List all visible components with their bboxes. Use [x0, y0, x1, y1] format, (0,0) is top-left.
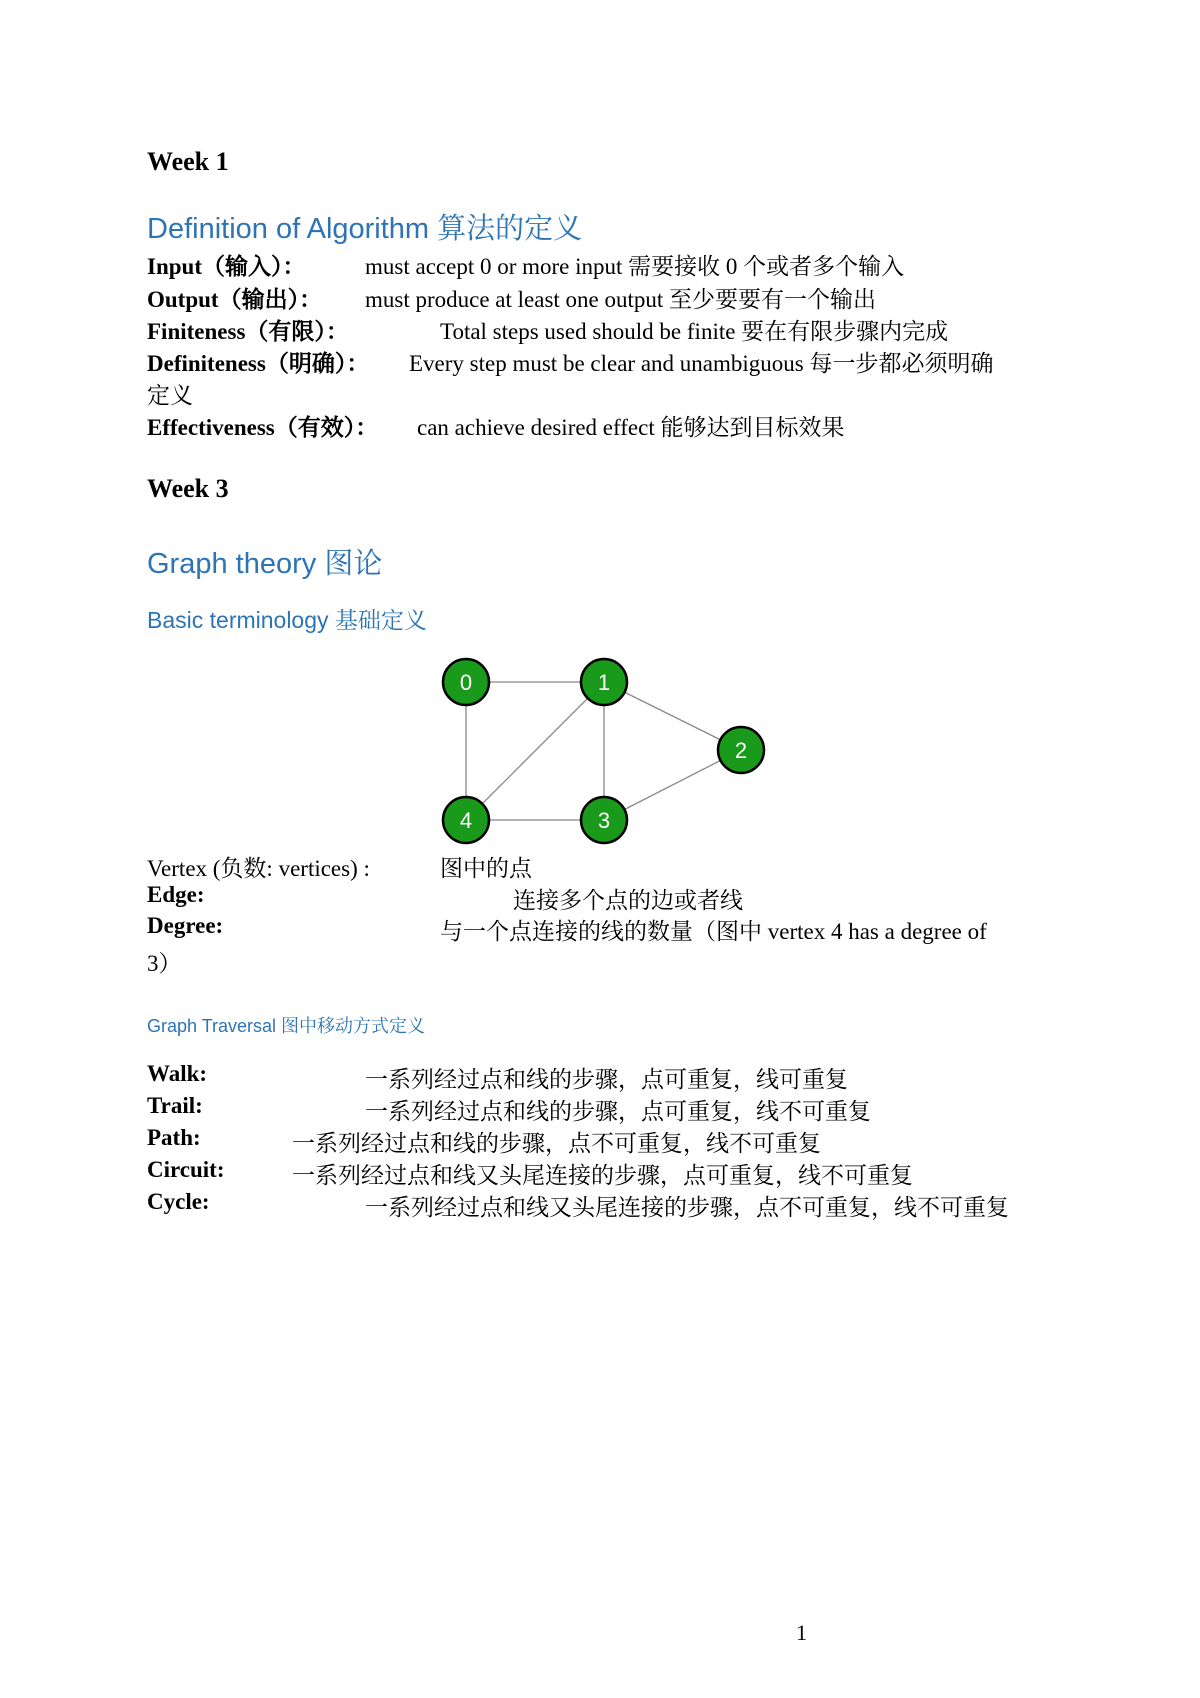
trail-label: Trail: — [147, 1093, 203, 1118]
svg-text:2: 2 — [734, 738, 748, 763]
vertex-label: Vertex (负数: vertices) : — [147, 856, 370, 881]
definiteness-label: Definiteness（明确）： — [147, 351, 370, 376]
definiteness-text: Every step must be clear and unambiguous 每一步都必须明确 — [409, 351, 994, 376]
svg-text:4: 4 — [459, 808, 473, 833]
graph-node — [443, 659, 489, 705]
cycle-label: Cycle: — [147, 1189, 210, 1214]
path-text: 一系列经过点和线的步骤，点不可重复，线不可重复 — [292, 1131, 821, 1156]
edge-text: 连接多个点的边或者线 — [513, 888, 743, 913]
degree-text: 与一个点连接的线的数量（图中 vertex 4 has a degree of — [440, 919, 987, 944]
graph-theory-heading: Graph theory 图论 — [147, 548, 383, 580]
vertex-text: 图中的点 — [440, 856, 532, 881]
degree-text-cont: 3） — [147, 951, 182, 976]
graph-diagram — [430, 648, 770, 848]
input-label: Input（输入）： — [147, 254, 306, 279]
degree-label: Degree: — [147, 913, 224, 938]
cycle-text: 一系列经过点和线又头尾连接的步骤，点不可重复，线不可重复 — [365, 1195, 1009, 1220]
effectiveness-text: can achieve desired effect 能够达到目标效果 — [417, 415, 845, 440]
page-number: 1 — [796, 1620, 807, 1645]
week-3-heading: Week 3 — [147, 474, 229, 503]
svg-text:0: 0 — [459, 670, 473, 695]
output-label: Output（输出）： — [147, 287, 323, 312]
edge-label: Edge: — [147, 882, 205, 907]
graph-node — [581, 659, 627, 705]
graph-node — [718, 727, 764, 773]
input-text: must accept 0 or more input 需要接收 0 个或者多个输入 — [365, 254, 905, 279]
algorithm-heading: Definition of Algorithm 算法的定义 — [147, 213, 583, 245]
circuit-label: Circuit: — [147, 1157, 225, 1182]
walk-text: 一系列经过点和线的步骤，点可重复，线可重复 — [365, 1067, 848, 1092]
finiteness-label: Finiteness（有限）： — [147, 319, 349, 344]
effectiveness-label: Effectiveness（有效）： — [147, 415, 379, 440]
svg-text:1: 1 — [597, 670, 611, 695]
definiteness-text-cont: 定义 — [147, 383, 193, 408]
graph-traversal-heading: Graph Traversal 图中移动方式定义 — [147, 1016, 426, 1036]
graph-node — [581, 797, 627, 843]
circuit-text: 一系列经过点和线又头尾连接的步骤，点可重复，线不可重复 — [292, 1163, 913, 1188]
basic-terminology-heading: Basic terminology 基础定义 — [147, 607, 427, 633]
finiteness-text: Total steps used should be finite 要在有限步骤内完成 — [440, 319, 949, 344]
week-1-heading: Week 1 — [147, 147, 229, 176]
graph-node — [443, 797, 489, 843]
trail-text: 一系列经过点和线的步骤，点可重复，线不可重复 — [365, 1099, 871, 1124]
edge-1-4 — [466, 682, 604, 820]
walk-label: Walk: — [147, 1061, 208, 1086]
path-label: Path: — [147, 1125, 201, 1150]
svg-text:3: 3 — [597, 808, 611, 833]
output-text: must produce at least one output 至少要要有一个输出 — [365, 287, 877, 312]
